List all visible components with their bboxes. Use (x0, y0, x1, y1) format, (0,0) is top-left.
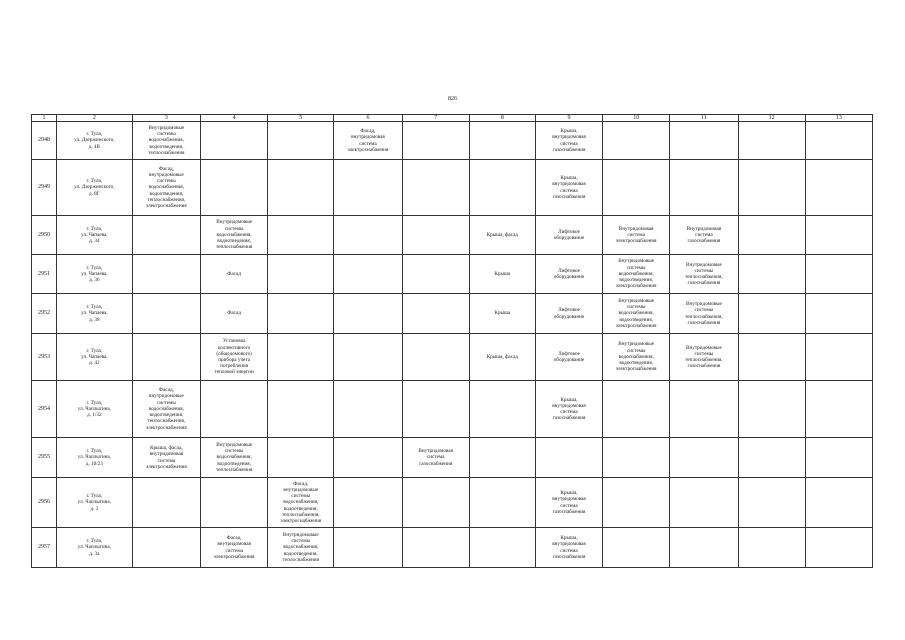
work-type-cell (402, 478, 469, 528)
work-type-cell (402, 294, 469, 334)
work-type-cell (603, 528, 670, 568)
table-row (32, 381, 873, 438)
work-type-cell (738, 122, 805, 160)
cell-text: 2949 (37, 184, 50, 191)
work-type-cell (268, 528, 334, 568)
address-cell (56, 294, 132, 334)
work-type-cell (402, 381, 469, 438)
cell-text: 2956 (37, 499, 50, 506)
cell-text: Внутридомовые системы теплоснабжения, газоснабжения (685, 261, 723, 287)
row-number-cell (32, 122, 57, 160)
cell-text: г. Тула, ул. Дзержинского, д. 8Г (74, 178, 115, 197)
work-type-cell (132, 478, 200, 528)
cell-text: 2954 (37, 405, 50, 412)
work-type-cell (603, 478, 670, 528)
column-header: 10 (603, 115, 670, 122)
work-type-cell (670, 294, 738, 334)
work-type-cell (334, 528, 402, 568)
work-type-cell (738, 216, 805, 255)
work-type-cell (670, 255, 738, 294)
work-type-cell (334, 160, 402, 216)
cell-text: Крыша, внутридомовая система газоснабжения (552, 396, 586, 422)
work-type-cell (469, 528, 535, 568)
work-type-cell (805, 381, 872, 438)
work-type-cell (738, 528, 805, 568)
work-type-cell (535, 160, 602, 216)
cell-text: г. Тула, ул. Чапаева, д. 34 (81, 225, 108, 245)
work-type-cell (268, 122, 334, 160)
cell-text: 2957 (37, 544, 50, 551)
cell-text: Лифтовое оборудование (553, 267, 585, 280)
column-header: 7 (402, 115, 469, 122)
work-type-cell (805, 334, 872, 381)
cell-text: Фасад, внутридомовая система электроснабжения (213, 535, 255, 560)
row-number-cell (32, 478, 57, 528)
work-type-cell (334, 334, 402, 381)
work-type-cell (805, 216, 872, 255)
table-row (32, 478, 873, 528)
cell-text: Крыша, внутридомовая система газоснабжения (552, 175, 586, 200)
row-number-cell (32, 528, 57, 568)
work-type-cell (535, 438, 602, 478)
table-row (32, 334, 873, 381)
cell-text: Фасад (227, 270, 241, 277)
work-type-cell (603, 255, 670, 294)
address-cell (56, 478, 132, 528)
cell-text: Крыша, фасад (486, 353, 519, 360)
work-type-cell (402, 216, 469, 255)
work-type-cell (603, 381, 670, 438)
work-type-cell (469, 216, 535, 255)
cell-text: Внутридомовая система газоснабжения (418, 448, 454, 467)
work-type-cell (805, 528, 872, 568)
work-type-cell (670, 438, 738, 478)
work-type-cell (201, 294, 268, 334)
work-type-cell (268, 478, 334, 528)
address-cell (56, 160, 132, 216)
cell-text: г. Тула, ул. Чапаева, д. 42 (81, 347, 108, 367)
cell-text: Фасад, внутридомовые системы водоснабжения, водоотведения, теплоснабжения, электроснабжения (146, 387, 187, 431)
work-type-cell (738, 255, 805, 294)
work-type-cell (402, 160, 469, 216)
cell-text: Внутридомовые системы водоснабжения, водоотведения, электроснабжения (615, 258, 657, 290)
work-type-cell (670, 528, 738, 568)
cell-text: Лифтовое оборудование (553, 307, 585, 320)
row-number-cell (32, 334, 57, 381)
column-header: 6 (334, 115, 402, 122)
table-row (32, 528, 873, 568)
cell-text: 2952 (37, 310, 50, 317)
work-type-cell (535, 294, 602, 334)
work-type-cell (535, 122, 602, 160)
cell-text: Внутридомовые системы водоснабжения, водоотведения, электроснабжения (615, 341, 657, 373)
row-number-cell (32, 216, 57, 255)
work-type-cell (670, 122, 738, 160)
row-number-cell (32, 255, 57, 294)
work-type-cell (805, 160, 872, 216)
work-type-cell (201, 216, 268, 255)
work-type-cell (132, 438, 200, 478)
work-type-cell (738, 438, 805, 478)
work-type-cell (738, 294, 805, 334)
work-type-cell (670, 478, 738, 528)
work-type-cell (535, 255, 602, 294)
work-type-cell (738, 381, 805, 438)
cell-text: 2955 (37, 454, 50, 461)
work-type-cell (334, 122, 402, 160)
column-header: 11 (670, 115, 738, 122)
cell-text: Внутридомовые системы теплоснабжения, газоснабжения (685, 344, 723, 370)
work-type-cell (469, 122, 535, 160)
work-type-cell (201, 160, 268, 216)
work-type-cell (805, 478, 872, 528)
cell-text: Крыша, внутридомовая система газоснабжения (552, 128, 586, 153)
column-header: 12 (738, 115, 805, 122)
cell-text: Крыша, фасад, внутридомовая система электроснабжения (146, 445, 187, 470)
table-row (32, 255, 873, 294)
work-type-cell (805, 294, 872, 334)
cell-text: Крыша (494, 270, 511, 277)
work-type-cell (469, 438, 535, 478)
work-type-cell (469, 334, 535, 381)
cell-text: 2948 (37, 137, 50, 144)
work-type-cell (201, 381, 268, 438)
cell-text: Внутридомовые системы водоснабжения, водоотведения, теплоснабжения (215, 219, 253, 251)
work-type-cell (132, 255, 200, 294)
table-row (32, 294, 873, 334)
column-header: 4 (201, 115, 268, 122)
work-type-cell (805, 438, 872, 478)
work-type-cell (132, 334, 200, 381)
table-row (32, 160, 873, 216)
cell-text: г. Тула, ул. Чаплыгина, д. 3 (77, 493, 111, 512)
cell-text: г. Тула, ул. Чапаева, д. 36 (81, 264, 108, 284)
cell-text: Установка коллективного (общедомового) прибора учета потребления тепловой энергии (214, 338, 254, 376)
work-type-cell (603, 438, 670, 478)
row-number-cell (32, 438, 57, 478)
cell-text: Внутридомовые системы теплоснабжения, газоснабжения (685, 301, 723, 326)
row-number-cell (32, 160, 57, 216)
work-type-cell (469, 255, 535, 294)
table-row (32, 438, 873, 478)
cell-text: Фасад, внутридомовые системы водоснабжения, водоотведения, теплоснабжения, электроснабжения (280, 480, 322, 524)
cell-text: Внутридомовые системы водоснабжения, водоотведения, теплоснабжения (148, 124, 185, 156)
work-type-cell (132, 528, 200, 568)
work-type-cell (738, 334, 805, 381)
cell-text: 2950 (37, 231, 50, 238)
address-cell (56, 334, 132, 381)
work-type-cell (402, 438, 469, 478)
column-number-row (32, 115, 873, 122)
work-type-cell (670, 216, 738, 255)
cell-text: г. Тула, ул. Чаплыгина, д. 1/32 (77, 399, 111, 419)
work-type-cell (201, 438, 268, 478)
cell-text: Внутридомовая система электроснабжения (615, 225, 657, 245)
work-type-cell (268, 334, 334, 381)
work-type-cell (268, 294, 334, 334)
table-row (32, 216, 873, 255)
work-type-cell (402, 334, 469, 381)
cell-text: г. Тула, ул. Чапаева, д. 38 (81, 304, 108, 323)
work-type-cell (670, 160, 738, 216)
column-header: 8 (469, 115, 535, 122)
column-header: 2 (56, 115, 132, 122)
work-type-cell (535, 334, 602, 381)
work-type-cell (603, 216, 670, 255)
work-type-cell (132, 216, 200, 255)
work-type-cell (805, 255, 872, 294)
work-type-cell (268, 160, 334, 216)
work-type-cell (201, 478, 268, 528)
cell-text: 2953 (37, 353, 50, 360)
cell-text: Фасад, внутридомовые системы водоснабжения, водоотведения, теплоснабжения, электроснабжения (146, 165, 187, 209)
work-type-cell (603, 122, 670, 160)
cell-text: Лифтовое оборудование (553, 350, 585, 363)
work-type-cell (469, 294, 535, 334)
column-header: 1 (32, 115, 57, 122)
work-type-cell (201, 528, 268, 568)
column-header: 3 (132, 115, 200, 122)
cell-text: Внутридомовые системы водоснабжения, водоотведения, теплоснабжения (282, 531, 319, 563)
table-row (32, 122, 873, 160)
repair-schedule-table (31, 114, 873, 568)
cell-text: Лифтовое оборудование (553, 228, 585, 241)
cell-text: г. Тула, ул. Чаплыгина, д. 3а (77, 538, 111, 557)
work-type-cell (268, 438, 334, 478)
column-header: 5 (268, 115, 334, 122)
work-type-cell (603, 334, 670, 381)
work-type-cell (132, 294, 200, 334)
row-number-cell (32, 294, 57, 334)
work-type-cell (469, 478, 535, 528)
cell-text: Фасад (227, 310, 241, 317)
page-number: 826 (448, 96, 457, 102)
work-type-cell (268, 255, 334, 294)
cell-text: Крыша, внутридомовая система газоснабжения (552, 535, 586, 560)
address-cell (56, 381, 132, 438)
work-type-cell (334, 478, 402, 528)
work-type-cell (201, 334, 268, 381)
work-type-cell (201, 255, 268, 294)
work-type-cell (670, 381, 738, 438)
work-type-cell (603, 294, 670, 334)
cell-text: Крыша, фасад (486, 231, 519, 238)
work-type-cell (535, 381, 602, 438)
cell-text: Внутридомовые системы водоснабжения, водоотведения, электроснабжения (615, 297, 657, 329)
work-type-cell (603, 160, 670, 216)
cell-text: Крыша (494, 310, 511, 317)
address-cell (56, 216, 132, 255)
work-type-cell (402, 122, 469, 160)
cell-text: г. Тула, ул. Дзержинского, д. 4В (74, 131, 115, 150)
work-type-cell (268, 216, 334, 255)
cell-text: Фасад, внутридомовая система электроснабжения (347, 128, 389, 153)
work-type-cell (132, 160, 200, 216)
column-header: 9 (535, 115, 602, 122)
cell-text: Внутридомовая система газоснабжения (686, 225, 722, 245)
address-cell (56, 438, 132, 478)
cell-text: Крыша, внутридомовая система газоснабжения (552, 490, 586, 515)
work-type-cell (201, 122, 268, 160)
work-type-cell (535, 478, 602, 528)
work-type-cell (535, 528, 602, 568)
work-type-cell (334, 438, 402, 478)
work-type-cell (334, 216, 402, 255)
work-type-cell (402, 255, 469, 294)
cell-text: 2951 (37, 270, 50, 277)
address-cell (56, 528, 132, 568)
work-type-cell (132, 122, 200, 160)
work-type-cell (132, 381, 200, 438)
work-type-cell (535, 216, 602, 255)
work-type-cell (334, 294, 402, 334)
work-type-cell (805, 122, 872, 160)
cell-text: Внутридомовые системы водоснабжения, водоотведения, теплоснабжения (215, 441, 253, 473)
work-type-cell (334, 255, 402, 294)
work-type-cell (738, 160, 805, 216)
work-type-cell (402, 528, 469, 568)
work-type-cell (469, 160, 535, 216)
work-type-cell (670, 334, 738, 381)
row-number-cell (32, 381, 57, 438)
column-header: 13 (805, 115, 872, 122)
work-type-cell (469, 381, 535, 438)
work-type-cell (334, 381, 402, 438)
address-cell (56, 255, 132, 294)
cell-text: г. Тула, ул. Чаплыгина, д. 10/23 (77, 448, 111, 467)
address-cell (56, 122, 132, 160)
work-type-cell (268, 381, 334, 438)
work-type-cell (738, 478, 805, 528)
